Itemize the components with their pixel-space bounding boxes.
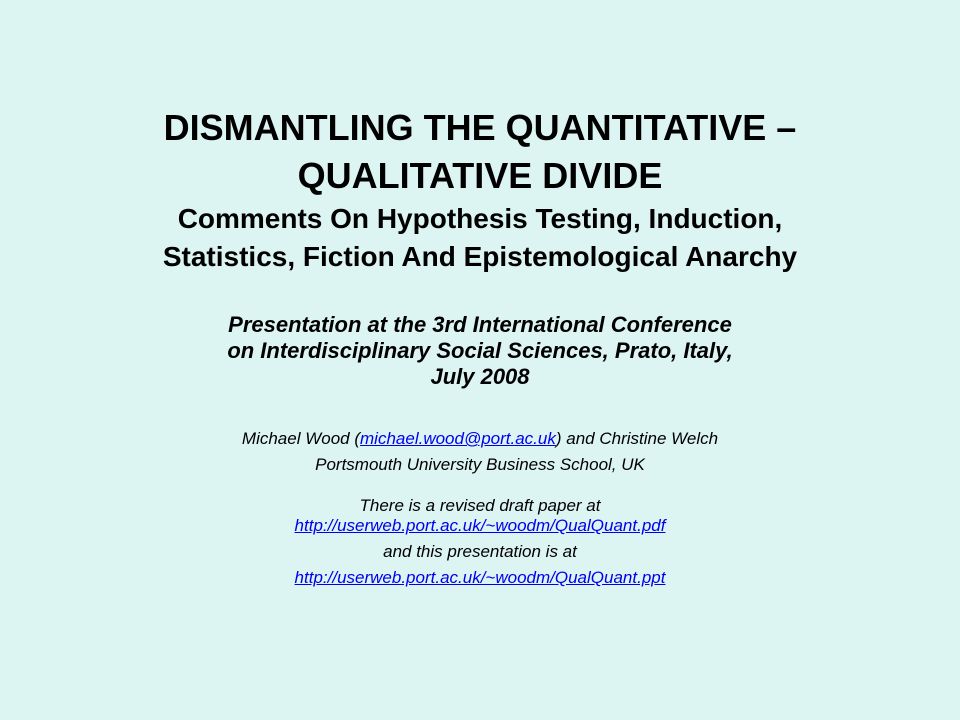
authors-prefix: Michael Wood ( (241, 429, 361, 448)
paper-intro: There is a revised draft paper at (359, 496, 601, 515)
presentation-line-3: July 2008 (430, 364, 530, 389)
authors-suffix: ) and Christine Welch (555, 429, 719, 448)
title-block (100, 104, 860, 276)
presentation-intro: and this presentation is at (383, 542, 577, 561)
title-line-2: QUALITATIVE DIVIDE (297, 155, 663, 196)
paper-url-link[interactable]: http://userweb.port.ac.uk/~woodm/QualQuant.pdf (294, 516, 666, 535)
subtitle-line-1: Comments On Hypothesis Testing, Induction, (177, 203, 783, 234)
email-link[interactable]: michael.wood@port.ac.uk (360, 429, 556, 448)
affiliation: Portsmouth University Business School, UK (315, 455, 645, 474)
presentation-line-2: on Interdisciplinary Social Sciences, Prato, Italy, (227, 338, 733, 363)
authors-block (100, 426, 860, 478)
title-line-1: DISMANTLING THE QUANTITATIVE – (163, 107, 797, 148)
links-block (100, 496, 860, 588)
body-block (100, 312, 860, 588)
authors-line (100, 426, 860, 452)
presentation-url-link[interactable]: http://userweb.port.ac.uk/~woodm/QualQuant.ppt (294, 568, 666, 587)
subtitle-line-2: Statistics, Fiction And Epistemological Anarchy (162, 241, 798, 272)
presentation-line-1: Presentation at the 3rd International Conference (228, 312, 732, 337)
